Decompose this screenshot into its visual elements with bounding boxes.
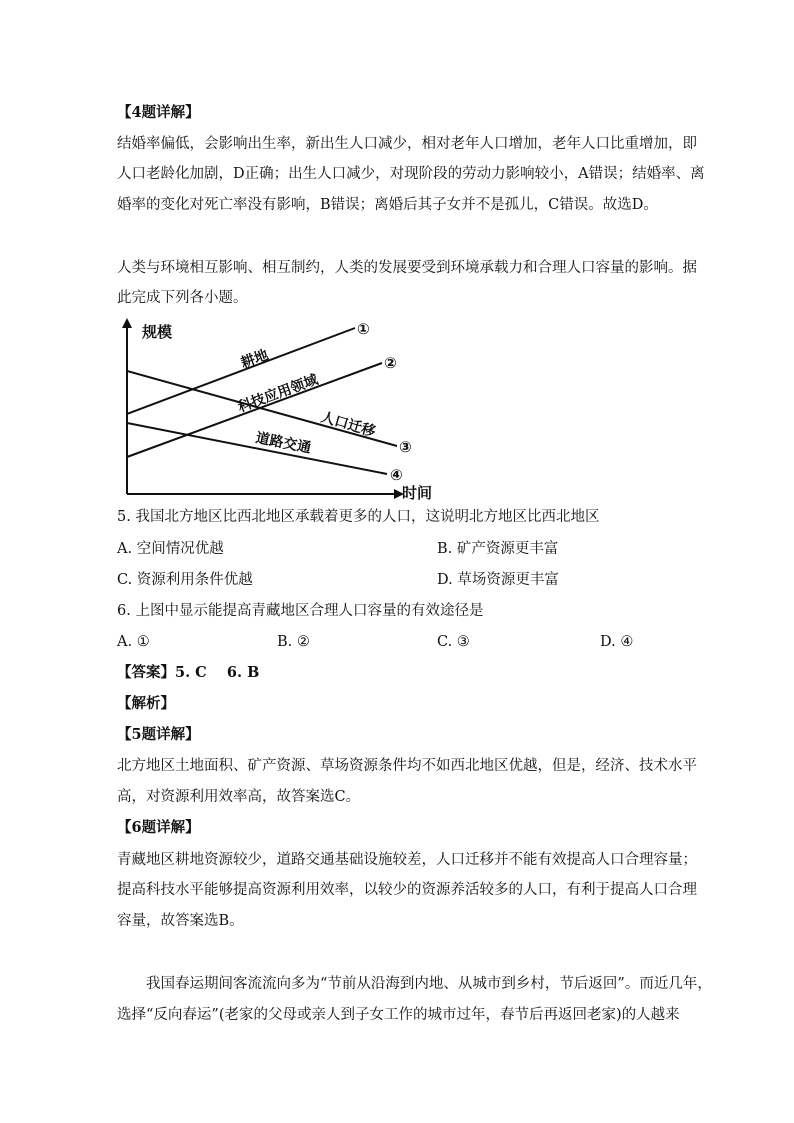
- q4-heading: 【4题详解】: [117, 104, 200, 121]
- q6-option-c: C. ③: [437, 634, 470, 650]
- x-axis-label: 时间: [402, 484, 433, 502]
- q5-stem: 5. 我国北方地区比西北地区承载着更多的人口，这说明北方地区比西北地区: [117, 509, 600, 525]
- q6-detail-line-2: 提高科技水平能够提高资源利用效率，以较少的资源养活较多的人口，有利于提高人口合理: [117, 882, 697, 898]
- scale-time-diagram: [112, 316, 452, 506]
- q6-option-a: A. ①: [117, 634, 150, 650]
- y-axis-arrow: [122, 318, 132, 328]
- q6-option-d: D. ④: [600, 634, 634, 650]
- q5-option-b: B. 矿产资源更丰富: [437, 541, 559, 557]
- marker-3: ③: [399, 438, 412, 456]
- q6-option-b: B. ②: [277, 634, 310, 650]
- q5-option-a: A. 空间情况优越: [117, 541, 224, 557]
- q5-detail-heading: 【5题详解】: [117, 726, 200, 743]
- q6-detail-line-1: 青藏地区耕地资源较少，道路交通基础设施较差，人口迁移并不能有效提高人口合理容量；: [117, 852, 697, 868]
- q5-option-d: D. 草场资源更丰富: [437, 572, 559, 588]
- intro-line-1: 人类与环境相互影响、相互制约，人类的发展要受到环境承载力和合理人口容量的影响。据: [117, 260, 697, 276]
- q5-detail-line-1: 北方地区土地面积、矿产资源、草场资源条件均不如西北地区优越，但是，经济、技术水平: [117, 758, 697, 774]
- label-migration: 人口迁移: [318, 409, 378, 441]
- marker-2: ②: [384, 354, 397, 372]
- next-passage-line-2: 选择“反向春运”(老家的父母或亲人到子女工作的城市过年，春节后再返回老家)的人越来: [117, 1007, 680, 1023]
- y-axis-label: 规模: [142, 323, 173, 341]
- label-technology: 科技应用领域: [235, 371, 321, 416]
- q4-line-1: 结婚率偏低，会影响出生率，新出生人口减少，相对老年人口增加，老年人口比重增加，即: [117, 136, 697, 152]
- q5-detail-line-2: 高，对资源利用效率高，故答案选C。: [117, 789, 361, 805]
- q5-option-c: C. 资源利用条件优越: [117, 572, 253, 588]
- marker-1: ①: [357, 320, 370, 338]
- q6-detail-line-3: 容量，故答案选B。: [117, 913, 244, 929]
- q4-line-3: 婚率的变化对死亡率没有影响，B错误；离婚后其子女并不是孤儿，C错误。故选D。: [117, 197, 658, 213]
- q6-detail-heading: 【6题详解】: [117, 819, 200, 836]
- analysis-heading: 【解析】: [117, 695, 175, 712]
- intro-line-2: 此完成下列各小题。: [117, 290, 248, 306]
- label-farmland: 耕地: [238, 347, 271, 372]
- label-transport: 道路交通: [254, 430, 313, 457]
- answer-line: 【答案】5. C 6. B: [117, 664, 260, 681]
- next-passage-line-1: 我国春运期间客流流向多为“节前从沿海到内地、从城市到乡村，节后返回”。而近几年，: [146, 976, 712, 992]
- q4-line-2: 人口老龄化加剧，D正确；出生人口减少，对现阶段的劳动力影响较小，A错误；结婚率、离: [117, 166, 705, 182]
- q6-stem: 6. 上图中显示能提高青藏地区合理人口容量的有效途径是: [117, 603, 484, 619]
- marker-4: ④: [390, 466, 403, 484]
